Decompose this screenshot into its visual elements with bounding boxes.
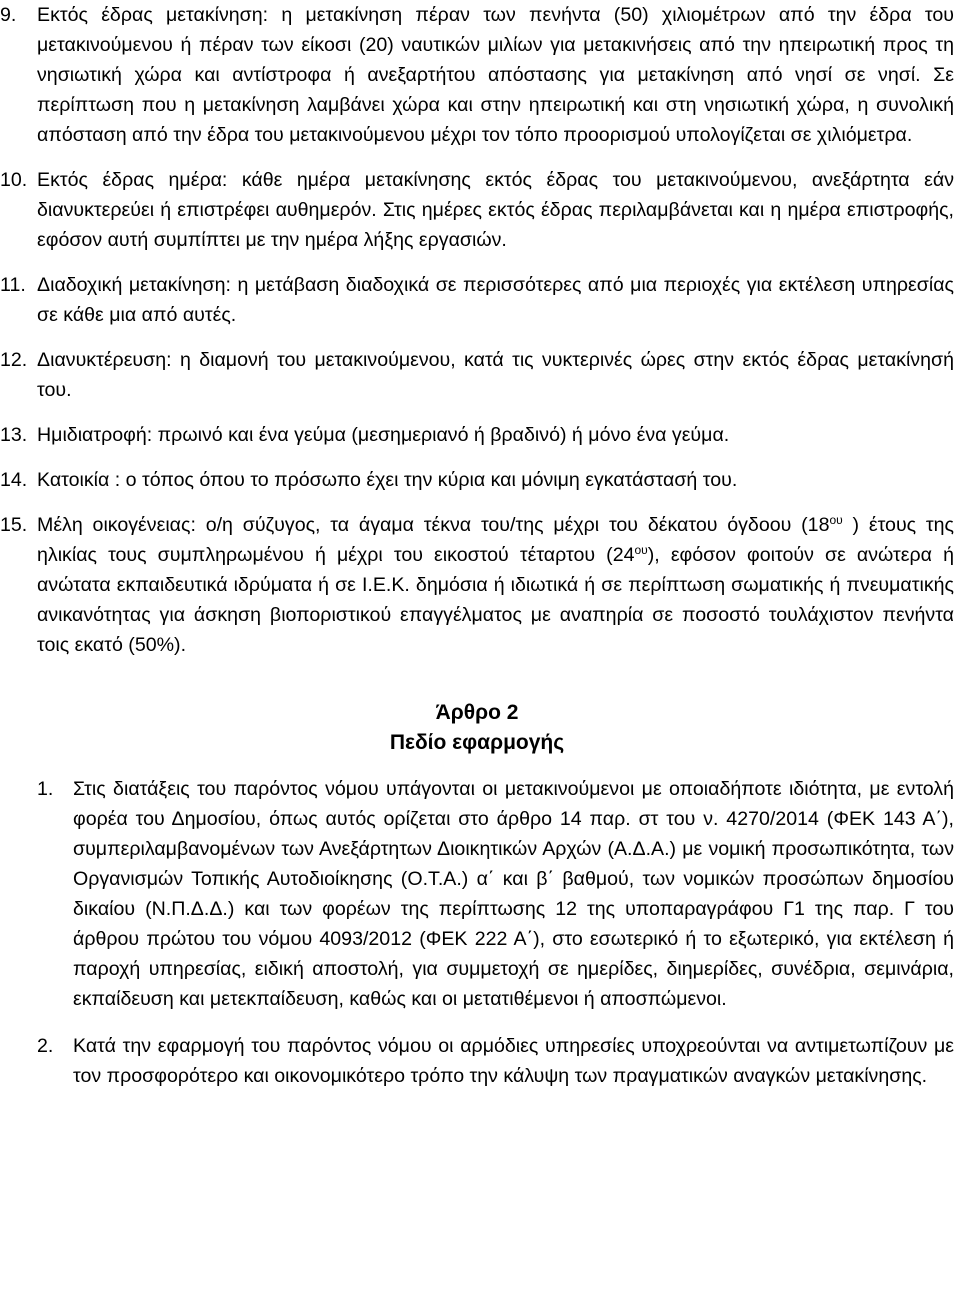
article-subtitle: Πεδίο εφαρμογής xyxy=(389,731,565,754)
definition-number: 10. xyxy=(0,169,28,191)
definition-15 xyxy=(0,510,954,660)
definition-number: 9. xyxy=(0,4,17,26)
definition-text-part: ), εφόσον φοιτούν σε ανώτερα ή ανώτατα εκπαιδευτικά ιδρύματα ή σε Ι.Ε.Κ. δημόσια ή ιδιωτικά ή σε περίπτωση σωματικής ή πνευματικής ανικανότητας για άσκηση βιοποριστικού επαγγέλματος με αναπηρία σε ποσοστό τουλάχιστον πενήντα τοις εκατό (50%). xyxy=(37,544,954,656)
definition-text: Εκτός έδρας ημέρα: κάθε ημέρα μετακίνησης εκτός έδρας του μετακινούμενου, ανεξάρτητα εάν διανυκτερεύει ή επιστρέφει αυθημερόν. Στις ημέρες εκτός έδρας περιλαμβάνεται και η ημέρα επιστροφής, εφόσον αυτή συμπίπτει με την ημέρα λήξης εργασιών. xyxy=(37,169,954,251)
definition-text: Ημιδιατροφή: πρωινό και ένα γεύμα (μεσημεριανό ή βραδινό) ή μόνο ένα γεύμα. xyxy=(37,424,730,446)
paragraph-number: 1. xyxy=(37,778,54,800)
paragraph-text: Στις διατάξεις του παρόντος νόμου υπάγονται οι μετακινούμενοι με οποιαδήποτε ιδιότητα, με εντολή φορέα του Δημοσίου, όπως αυτός ορίζεται στο άρθρο 14 παρ. στ του ν. 4270/2014 (ΦΕΚ 143 Α΄), συμπεριλαμβανομένων των Ανεξάρτητων Διοικητικών Αρχών (Α.Δ.Α.) με νομική προσωπικότητα, των Οργανισμών Τοπικής Αυτοδιοίκησης (Ο.Τ.Α.) α΄ και β΄ βαθμού, των νομικών προσώπων δημοσίου δικαίου (Ν.Π.Δ.Δ.) και των φορέων της περίπτωσης 12 της υποπαραγράφου Γ1 της παρ. Γ του άρθρου πρώτου του νόμου 4093/2012 (ΦΕΚ 222 Α΄), στο εσωτερικό ή το εξωτερικό, για εκτέλεση ή παροχή υπηρεσίας, ειδική αποστολή, για συμμετοχή σε ημερίδες, διημερίδες, συνέδρια, σεμινάρια, εκπαίδευση και μετεκπαίδευση, καθώς και οι μετατιθέμενοι ή αποσπώμενοι. xyxy=(73,778,954,1010)
ordinal-suffix: ου xyxy=(634,543,648,557)
definition-text: Διανυκτέρευση: η διαμονή του μετακινούμενου, κατά τις νυκτερινές ώρες στην εκτός έδρας μετακίνησή του. xyxy=(37,349,954,401)
definition-number: 14. xyxy=(0,469,28,491)
definition-number: 15. xyxy=(0,514,28,536)
definition-text-part: Μέλη οικογένειας: ο/η σύζυγος, τα άγαμα τέκνα του/της μέχρι του δέκατου όγδοου (18 xyxy=(37,514,830,536)
ordinal-suffix: ου xyxy=(829,513,843,527)
article-paragraph-2 xyxy=(37,1031,954,1091)
article-paragraph-1 xyxy=(37,774,954,1014)
definition-13 xyxy=(0,420,954,450)
paragraph-number: 2. xyxy=(37,1035,54,1057)
definition-11 xyxy=(0,270,954,330)
definition-14 xyxy=(0,465,954,495)
definition-number: 11. xyxy=(0,274,26,296)
definition-12 xyxy=(0,345,954,405)
definition-text: Διαδοχική μετακίνηση: η μετάβαση διαδοχικά σε περισσότερες από μια περιοχές για εκτέλεση υπηρεσίας σε κάθε μια από αυτές. xyxy=(37,274,954,326)
definition-10 xyxy=(0,165,954,255)
definition-text-part: ) έτους της ηλικίας τους συμπληρωμένου ή μέχρι του εικοστού τέταρτου (24 xyxy=(37,514,954,566)
definition-text: Κατοικία : ο τόπος όπου το πρόσωπο έχει την κύρια και μόνιμη εγκατάστασή του. xyxy=(37,469,738,491)
definition-number: 12. xyxy=(0,349,28,371)
article-title: Άρθρο 2 xyxy=(435,701,519,724)
paragraph-text: Κατά την εφαρμογή του παρόντος νόμου οι αρμόδιες υπηρεσίες υποχρεούνται να αντιμετωπίζουν με τον προσφορότερο και οικονομικότερο τρόπο την κάλυψη των πραγματικών αναγκών μετακίνησης. xyxy=(73,1035,954,1087)
definition-text xyxy=(37,510,954,660)
definition-number: 13. xyxy=(0,424,28,446)
definition-text: Εκτός έδρας μετακίνηση: η μετακίνηση πέραν των πενήντα (50) χιλιομέτρων από την έδρα του μετακινούμενου ή πέραν των είκοσι (20) ναυτικών μιλίων για μετακινήσεις από την ηπειρωτική προς τη νησιωτική χώρα και αντίστροφα ή ανεξαρτήτου απόστασης για μετακίνηση από νησί σε νησί. Σε περίπτωση που η μετακίνηση λαμβάνει χώρα και στην ηπειρωτική και στη νησιωτική χώρα, η συνολική απόσταση από την έδρα του μετακινούμενου μέχρι τον τόπο προορισμού υπολογίζεται σε χιλιόμετρα. xyxy=(37,4,954,146)
definition-9 xyxy=(0,0,954,150)
